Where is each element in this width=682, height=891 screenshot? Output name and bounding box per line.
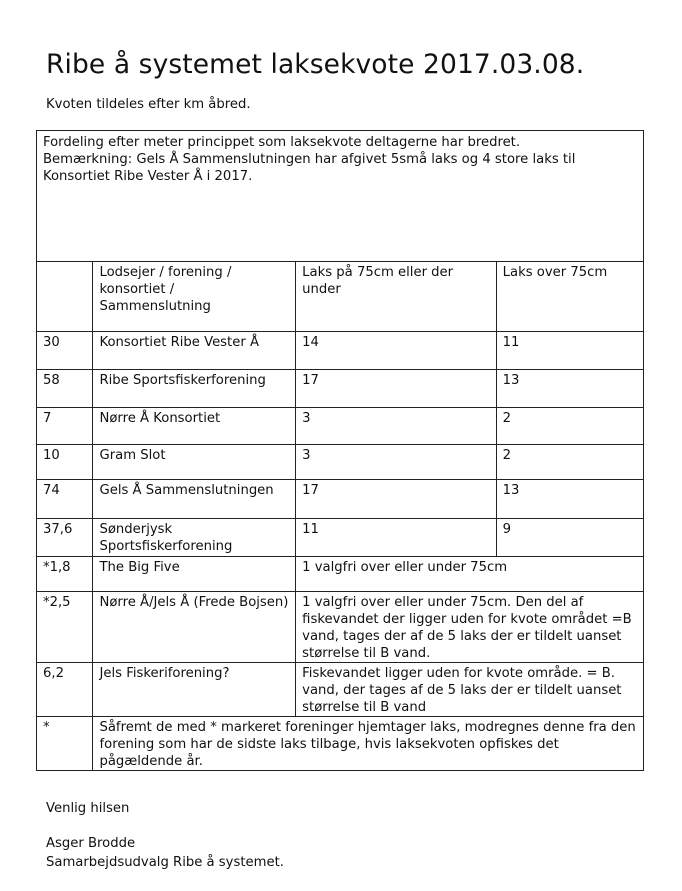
note-cell: 1 valgfri over eller under 75cm. Den del af fiskevandet der ligger uden for kvote området =B vand, tages der af de 5 laks der er tildelt uanset størrelse til B vand. [296,592,644,663]
owner-cell: Sønderjysk Sportsfiskerforening [93,519,296,557]
table-row [37,480,644,519]
table-row [37,408,644,445]
owner-cell: Konsortiet Ribe Vester Å [93,332,296,370]
small-cell: 3 [296,445,496,480]
small-cell: 11 [296,519,496,557]
intro-line-2: Bemærkning: Gels Å Sammenslutningen har afgivet 5små laks og 4 store laks til Konsortiet Ribe Vester Å i 2017. [43,152,576,184]
signer-name: Asger Brodde [46,836,136,851]
table-row [37,445,644,480]
owner-cell: The Big Five [93,557,296,592]
large-cell: 13 [496,370,643,408]
subtitle: Kvoten tildeles efter km åbred. [46,97,251,112]
owner-cell: Ribe Sportsfiskerforening [93,370,296,408]
owner-cell: Jels Fiskeriforening? [93,663,296,717]
note-cell: Fiskevandet ligger uden for kvote område. = B. vand, der tages af de 5 laks der er tildelt uanset størrelse til B vand [296,663,644,717]
page-title: Ribe å systemet laksekvote 2017.03.08. [46,49,585,80]
owner-cell: Nørre Å Konsortiet [93,408,296,445]
large-cell: 11 [496,332,643,370]
large-cell: 2 [496,408,643,445]
footnote-text: Såfremt de med * markeret foreninger hjemtager laks, modregnes denne fra den forening som har de sidste laks tilbage, hvis laksekvoten opfiskes det pågældende år. [93,717,644,771]
closing-greeting: Venlig hilsen [46,801,130,816]
km-cell: 10 [37,445,93,480]
signer-organization: Samarbejdsudvalg Ribe å systemet. [46,855,284,870]
note-cell: 1 valgfri over eller under 75cm [296,557,644,592]
large-cell: 13 [496,480,643,519]
special-row [37,557,644,592]
owner-cell: Gels Å Sammenslutningen [93,480,296,519]
large-cell: 9 [496,519,643,557]
intro-line-1: Fordeling efter meter princippet som laksekvote deltagerne har bredret. [43,135,521,150]
small-cell: 17 [296,480,496,519]
km-cell: 7 [37,408,93,445]
owner-cell: Nørre Å/Jels Å (Frede Bojsen) [93,592,296,663]
small-cell: 3 [296,408,496,445]
table-row [37,519,644,557]
km-cell: 6,2 [37,663,93,717]
footnote-row [37,717,644,771]
header-owner: Lodsejer / forening / konsortiet / Sammenslutning [93,262,296,332]
footnote-mark: * [37,717,93,771]
intro-cell [37,131,644,262]
special-row [37,663,644,717]
km-cell: *2,5 [37,592,93,663]
header-large: Laks over 75cm [496,262,643,332]
table-row [37,370,644,408]
km-cell: 37,6 [37,519,93,557]
large-cell: 2 [496,445,643,480]
km-cell: *1,8 [37,557,93,592]
km-cell: 30 [37,332,93,370]
small-cell: 14 [296,332,496,370]
header-small: Laks på 75cm eller der under [296,262,496,332]
quota-table [36,130,644,771]
small-cell: 17 [296,370,496,408]
header-km [37,262,93,332]
table-row [37,332,644,370]
intro-row [37,131,644,262]
owner-cell: Gram Slot [93,445,296,480]
km-cell: 74 [37,480,93,519]
header-row [37,262,644,332]
km-cell: 58 [37,370,93,408]
special-row [37,592,644,663]
